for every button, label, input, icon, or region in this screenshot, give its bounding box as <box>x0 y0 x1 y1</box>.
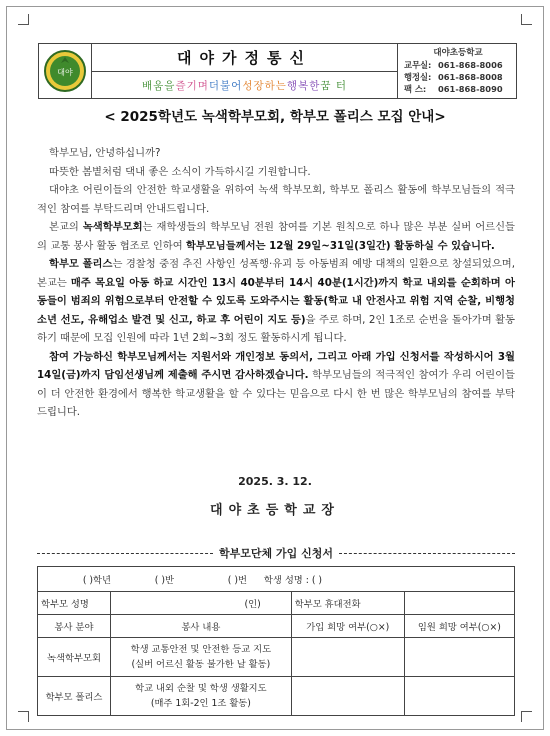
school-name: 대야초등학교 <box>433 48 483 58</box>
form-header-row <box>38 615 515 638</box>
corner-mark <box>521 14 532 25</box>
corner-mark <box>18 14 29 25</box>
greeting: 학부모님, 안녕하십니까? <box>49 147 161 159</box>
contact-row: 팩 스: 061-868-8090 <box>404 84 503 94</box>
paragraph: 학부모 폴리스는 경찰청 중점 추진 사항인 성폭행·유괴 등 아동범죄 예방 대책의 일환으로 창설되었으며, 본교는 매주 목요일 아동 하교 시간인 13시 40분부터 14시 40분(1시간)까지 학교 내외를 순회하며 아동들이 범죄의 위험으로부터 안전할 수 있도록 도와주시는 활동(학교 내 안전사고 위험 지역 순찰, 비행청소년 선도, 유해업소 발견 및 신고, 하교 후 어린이 지도 등)을 주로 하며, 2인 1조로 순번을 돌아가며 활동하기 때문에 모집 인원에 따라 1년 2회~3회 정도 활동하시게 됩니다. <box>37 258 516 344</box>
signer: 대야초등학교장 <box>210 503 340 518</box>
join-checkbox[interactable] <box>291 677 404 716</box>
column-header: 봉사 내용 <box>111 615 292 638</box>
paragraph: 본교의 녹색학부모회는 재학생들의 학부모님 전원 참여를 기본 원칙으로 하나 많은 부분 실버 어르신들의 교통 봉사 활동 협조로 인하여 학부모님들께서는 12월 29일~31일(3일간) 활동하실 수 있습니다. <box>37 221 515 252</box>
school-contact <box>398 44 516 98</box>
join-checkbox[interactable] <box>291 638 404 677</box>
student-info-row <box>38 567 515 592</box>
parent-phone-field[interactable] <box>404 592 514 615</box>
class-field[interactable]: ( )반 <box>154 575 174 586</box>
contact-row: 행정실: 061-868-8008 <box>404 72 503 82</box>
parent-name-field[interactable] <box>111 592 292 615</box>
field-name: 학부모 폴리스 <box>38 677 111 716</box>
contact-row: 교무실: 061-868-8006 <box>404 60 503 70</box>
officer-checkbox[interactable] <box>404 677 514 716</box>
form-divider <box>37 545 515 561</box>
corner-mark <box>18 711 29 722</box>
school-emblem-icon <box>43 49 87 93</box>
column-header: 임원 희망 여부(○×) <box>404 615 514 638</box>
application-form <box>37 566 515 716</box>
svg-text:대야: 대야 <box>57 68 73 77</box>
grade-field[interactable]: ( )학년 <box>82 575 111 586</box>
field-name: 녹색학부모회 <box>38 638 111 677</box>
number-field[interactable]: ( )번 <box>227 575 247 586</box>
parent-name-label: 학부모 성명 <box>38 592 111 615</box>
form-title: 학부모단체 가입 신청서 <box>219 547 333 560</box>
field-content: 학생 교통안전 및 안전한 등교 지도 (실버 어르신 활동 불가한 날 활동) <box>111 638 292 677</box>
table-row <box>38 638 515 677</box>
officer-checkbox[interactable] <box>404 638 514 677</box>
table-row <box>38 677 515 716</box>
notice-body <box>37 144 515 422</box>
column-header: 봉사 분야 <box>38 615 111 638</box>
parent-info-row <box>38 592 515 615</box>
newsletter-title: 대야가정통신 <box>92 44 397 72</box>
parent-phone-label: 학부모 휴대전화 <box>291 592 404 615</box>
field-content: 학교 내외 순찰 및 학생 생활지도 (매주 1회-2인 1조 활동) <box>111 677 292 716</box>
column-header: 가입 희망 여부(○×) <box>291 615 404 638</box>
newsletter-header <box>38 43 517 99</box>
school-logo <box>39 44 92 98</box>
seal-mark: (인) <box>244 599 261 610</box>
notice-date: 2025. 3. 12. <box>238 475 312 488</box>
corner-mark <box>521 711 532 722</box>
school-motto: 배움을 즐기며 더불어 성장하는 행복한 꿈 터 <box>142 79 347 92</box>
paragraph: 참여 가능하신 학부모님께서는 지원서와 개인정보 동의서, 그리고 아래 가입 신청서를 작성하시어 3월 14일(금)까지 담임선생님께 제출해 주시면 감사하겠습니다. 학부모님들의 적극적인 참여가 우리 어린이들이 더 안전한 환경에서 행복한 학교생활을 할 수 있다는 믿음으로 다시 한 번 많은 학부모님의 참여를 부탁드립니다. <box>37 350 515 418</box>
paragraph: 따뜻한 봄볕처럼 댁내 좋은 소식이 가득하시길 기원합니다. <box>49 165 311 178</box>
student-name-field[interactable]: 학생 성명 : ( ) <box>263 575 323 586</box>
notice-title: < 2025학년도 녹색학부모회, 학부모 폴리스 모집 안내> <box>104 109 446 125</box>
paragraph: 대야초 어린이들의 안전한 학교생활을 위하여 녹색 학부모회, 학부모 폴리스 활동에 학부모님들의 적극적인 참여를 부탁드리며 안내드립니다. <box>37 184 515 215</box>
